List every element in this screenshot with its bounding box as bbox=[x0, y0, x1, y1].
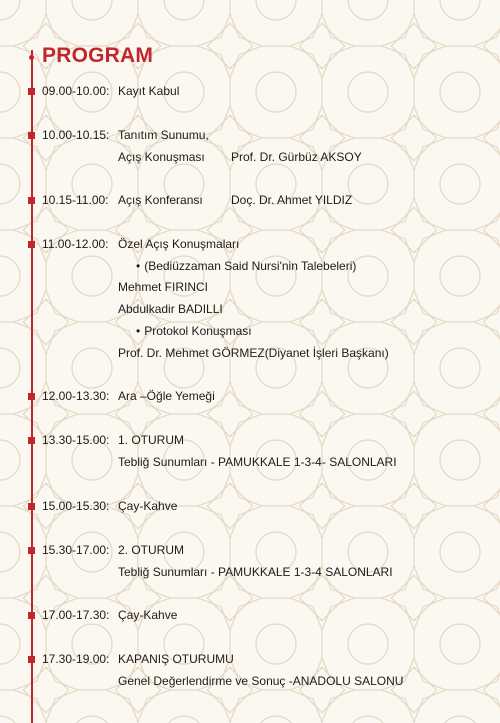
entry-time: 13.30-15.00: bbox=[42, 433, 110, 447]
timeline-marker bbox=[28, 132, 35, 139]
entry-time: 12.00-13.30: bbox=[42, 389, 110, 403]
entry-text: 1. OTURUM bbox=[118, 433, 184, 447]
entry-speaker: Doç. Dr. Ahmet YILDIZ bbox=[231, 193, 353, 207]
entry-time: 17.30-19.00: bbox=[42, 652, 110, 666]
entry-text: Ara –Öğle Yemeği bbox=[118, 389, 215, 403]
entry-text: Tebliğ Sunumları - PAMUKKALE 1-3-4 SALONLARI bbox=[118, 565, 393, 579]
entry-text: Özel Açış Konuşmaları bbox=[118, 237, 240, 251]
timeline-marker bbox=[28, 656, 35, 663]
entry-text: Açış Konferansı bbox=[118, 193, 203, 207]
title-dot bbox=[29, 55, 34, 60]
entry-text: Tebliğ Sunumları - PAMUKKALE 1-3-4- SALONLARI bbox=[118, 455, 397, 469]
entry-bullet-text: • (Bediüzzaman Said Nursi'nin Talebeleri) bbox=[136, 259, 356, 274]
entry-speaker: Prof. Dr. Gürbüz AKSOY bbox=[231, 150, 362, 164]
entry-text: Çay-Kahve bbox=[118, 499, 178, 513]
timeline-marker bbox=[28, 393, 35, 400]
entry-text: Kayıt Kabul bbox=[118, 84, 180, 98]
entry-text: KAPANIŞ OTURUMU bbox=[118, 652, 234, 666]
entry-text: Genel Değerlendirme ve Sonuç -ANADOLU SALONU bbox=[118, 674, 404, 688]
timeline-marker bbox=[28, 197, 35, 204]
timeline-line bbox=[31, 50, 33, 723]
entry-text: Abdulkadir BADILLI bbox=[118, 302, 223, 316]
entry-time: 10.15-11.00: bbox=[42, 193, 109, 207]
entry-text: Mehmet FIRINCI bbox=[118, 280, 209, 294]
entry-text: Çay-Kahve bbox=[118, 608, 178, 622]
entry-bullet-text: • Protokol Konuşması bbox=[136, 324, 252, 339]
entry-text: Tanıtım Sunumu, bbox=[118, 128, 209, 142]
entry-text: Açış Konuşması bbox=[118, 150, 205, 164]
entry-time: 10.00-10.15: bbox=[42, 128, 110, 142]
timeline-marker bbox=[28, 241, 35, 248]
page-title: PROGRAM bbox=[42, 44, 154, 67]
timeline-marker bbox=[28, 503, 35, 510]
entry-time: 15.00-15.30: bbox=[42, 499, 110, 513]
entry-time: 15.30-17.00: bbox=[42, 543, 110, 557]
entry-text: 2. OTURUM bbox=[118, 543, 184, 557]
timeline-marker bbox=[28, 88, 35, 95]
entry-text: Prof. Dr. Mehmet GÖRMEZ(Diyanet İşleri Başkanı) bbox=[118, 346, 389, 360]
timeline-marker bbox=[28, 437, 35, 444]
timeline-marker bbox=[28, 612, 35, 619]
timeline-marker bbox=[28, 547, 35, 554]
entry-time: 17.00-17.30: bbox=[42, 608, 110, 622]
entry-time: 11.00-12.00: bbox=[42, 237, 109, 251]
entry-time: 09.00-10.00: bbox=[42, 84, 110, 98]
